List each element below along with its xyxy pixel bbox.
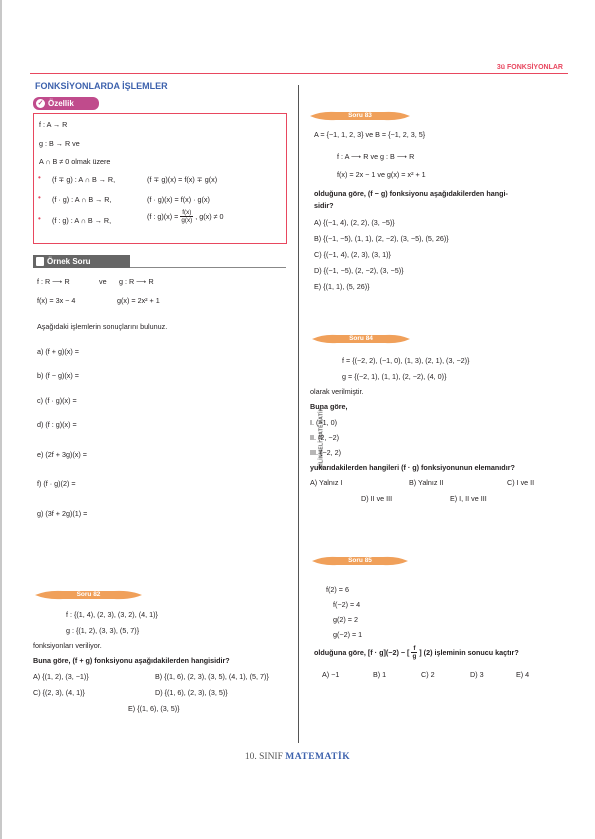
soru85-line4: g(−2) = 1 [333,630,363,639]
ornek-instruction: Aşağıdaki işlemlerin sonuçlarını bulunuz. [37,322,168,331]
side-brand: BİLİNMELİ MATEMATİK [318,407,325,469]
fraction-num: f [413,645,416,652]
soru83-choice-e[interactable]: E) {(1, 1), (5, 26)} [314,282,370,291]
ozellik-badge [33,97,99,110]
soru82-g: g : {(1, 2), (3, 3), (5, 7)} [66,626,140,635]
ozellik-badge-label: Özellik [48,99,74,108]
soru84-item-2: II. (2, −2) [310,433,339,442]
soru84-choice-d[interactable]: D) II ve III [361,494,393,503]
soru84-choice-a[interactable]: A) Yalnız I [310,478,343,487]
rule1-def: (f ∓ g)(x) = f(x) ∓ g(x) [147,175,218,184]
ornek-def-ve: ve [99,277,107,286]
rule3-fraction [180,209,193,224]
soru84-label: Soru 84 [349,335,373,342]
soru85-question-post: ] (2) işleminin sonucu kaçtır? [419,648,519,657]
chapter-header: 3ü FONKSİYONLAR [496,64,563,71]
soru83-question1: olduğuna göre, (f − g) fonksiyonu aşağıdakilerden hangi- [314,189,508,198]
soru82-f: f : {(1, 4), (2, 3), (3, 2), (4, 1)} [66,610,158,619]
soru85-choice-d[interactable]: D) 3 [470,670,484,679]
soru84-item-1: I. (−1, 0) [310,418,337,427]
bullet-icon: • [38,173,41,182]
soru83-choice-a[interactable]: A) {(−1, 4), (2, 2), (3, −5)} [314,218,395,227]
ozellik-line3: A ∩ B ≠ 0 olmak üzere [39,157,111,166]
rule3-def-pre: (f : g)(x) = [147,212,179,221]
ornek-badge [33,255,130,268]
soru84-buna: Buna göre, [310,402,348,411]
check-icon: ✓ [37,100,44,107]
soru83-label: Soru 83 [348,112,372,119]
soru85-choice-a[interactable]: A) −1 [322,670,340,679]
soru84-choice-e[interactable]: E) I, II ve III [450,494,487,503]
ornek-rule [130,267,286,268]
soru85-fraction [411,645,417,660]
soru82-given: fonksiyonları veriliyor. [33,641,102,650]
footer-prefix: 10. SINIF [244,752,283,762]
ornek-item-a: a) (f + g)(x) = [37,347,79,356]
ornek-item-b: b) (f − g)(x) = [37,371,79,380]
soru85-line3: g(2) = 2 [333,615,358,624]
soru82-banner [35,590,142,600]
soru82-question: Buna göre, (f + g) fonksiyonu aşağıdakilerden hangisidir? [33,656,230,665]
rule3-def [147,209,224,224]
soru83-funcs: f(x) = 2x − 1 ve g(x) = x² + 1 [337,170,426,179]
soru83-sets: A = {−1, 1, 2, 3} ve B = {−1, 2, 3, 5} [314,130,426,139]
ornek-gx: g(x) = 2x² + 1 [117,296,160,305]
ornek-badge-label: Örnek Soru [47,257,91,266]
rule2-def: (f · g)(x) = f(x) · g(x) [147,195,210,204]
soru84-banner [312,334,410,344]
fraction-num: f(x) [182,209,192,216]
soru85-label: Soru 85 [348,557,372,564]
soru82-choice-c[interactable]: C) {(2, 3), (4, 1)} [33,688,85,697]
soru83-choice-c[interactable]: C) {(−1, 4), (2, 3), (3, 1)} [314,250,391,259]
ornek-item-d: d) (f : g)(x) = [37,420,77,429]
soru84-choice-b[interactable]: B) Yalnız II [409,478,444,487]
soru85-choice-e[interactable]: E) 4 [516,670,530,679]
soru82-choice-e[interactable]: E) {(1, 6), (3, 5)} [128,704,180,713]
ornek-item-f: f) (f · g)(2) = [37,479,76,488]
ozellik-line1: f : A → R [39,120,68,129]
ozellik-line2: g : B → R ve [39,139,80,148]
soru82-choice-b[interactable]: B) {(1, 6), (2, 3), (3, 5), (4, 1), (5, 7)} [155,672,269,681]
bullet-icon: • [38,214,41,223]
soru83-banner [310,111,410,121]
page-edge [0,0,2,839]
rule1-domain: (f ∓ g) : A ∩ B → R, [52,175,116,184]
soru82-label: Soru 82 [76,591,101,598]
bullet-icon: • [38,193,41,202]
footer-brand: MATEMATİK [285,752,351,762]
fraction-den: g(x) [181,217,193,224]
rule3-domain: (f : g) : A ∩ B → R, [52,216,112,225]
ornek-item-c: c) (f · g)(x) = [37,396,77,405]
soru84-g: g = {(−2, 1), (1, 1), (2, −2), (4, 0)} [342,372,447,381]
soru85-line2: f(−2) = 4 [333,600,361,609]
soru83-choice-d[interactable]: D) {(−1, −5), (2, −2), (3, −5)} [314,266,404,275]
soru82-choice-a[interactable]: A) {(1, 2), (3, −1)} [33,672,89,681]
soru84-given: olarak verilmiştir. [310,387,364,396]
soru83-maps: f : A ⟶ R ve g : B ⟶ R [337,152,415,161]
ornek-def1: f : R ⟶ R [37,277,70,286]
column-divider [298,85,299,743]
header-rule [30,73,568,74]
soru84-f: f = {(−2, 2), (−1, 0), (1, 3), (2, 1), (3, −2)} [342,356,470,365]
soru84-item-3: III. (−2, 2) [310,448,341,457]
section-title: FONKSİYONLARDA İŞLEMLER [35,81,168,91]
fraction-den: g [412,653,417,660]
rule3-def-post: , g(x) ≠ 0 [195,212,224,221]
soru85-banner [312,556,408,566]
soru85-choice-c[interactable]: C) 2 [421,670,435,679]
soru85-choice-b[interactable]: B) 1 [373,670,387,679]
ornek-item-g: g) (3f + 2g)(1) = [37,509,88,518]
soru85-question [314,645,519,660]
soru84-choice-c[interactable]: C) I ve II [507,478,535,487]
soru82-choice-d[interactable]: D) {(1, 6), (2, 3), (3, 5)} [155,688,228,697]
soru84-question: yukarıdakilerden hangileri (f · g) fonksiyonunun elemanıdır? [310,463,515,472]
soru85-line1: f(2) = 6 [326,585,349,594]
soru85-question-pre: olduğuna göre, [f · g](−2) − [ [314,648,410,657]
ornek-def2: g : R ⟶ R [119,277,154,286]
rule2-domain: (f · g) : A ∩ B → R, [52,195,112,204]
soru83-choice-b[interactable]: B) {(−1, −5), (1, 1), (2, −2), (3, −5), (5, 26)} [314,234,449,243]
lock-icon [36,257,44,266]
ornek-fx: f(x) = 3x − 4 [37,296,76,305]
page-footer [0,752,595,762]
soru83-question2: sidir? [314,201,334,210]
ornek-item-e: e) (2f + 3g)(x) = [37,450,87,459]
